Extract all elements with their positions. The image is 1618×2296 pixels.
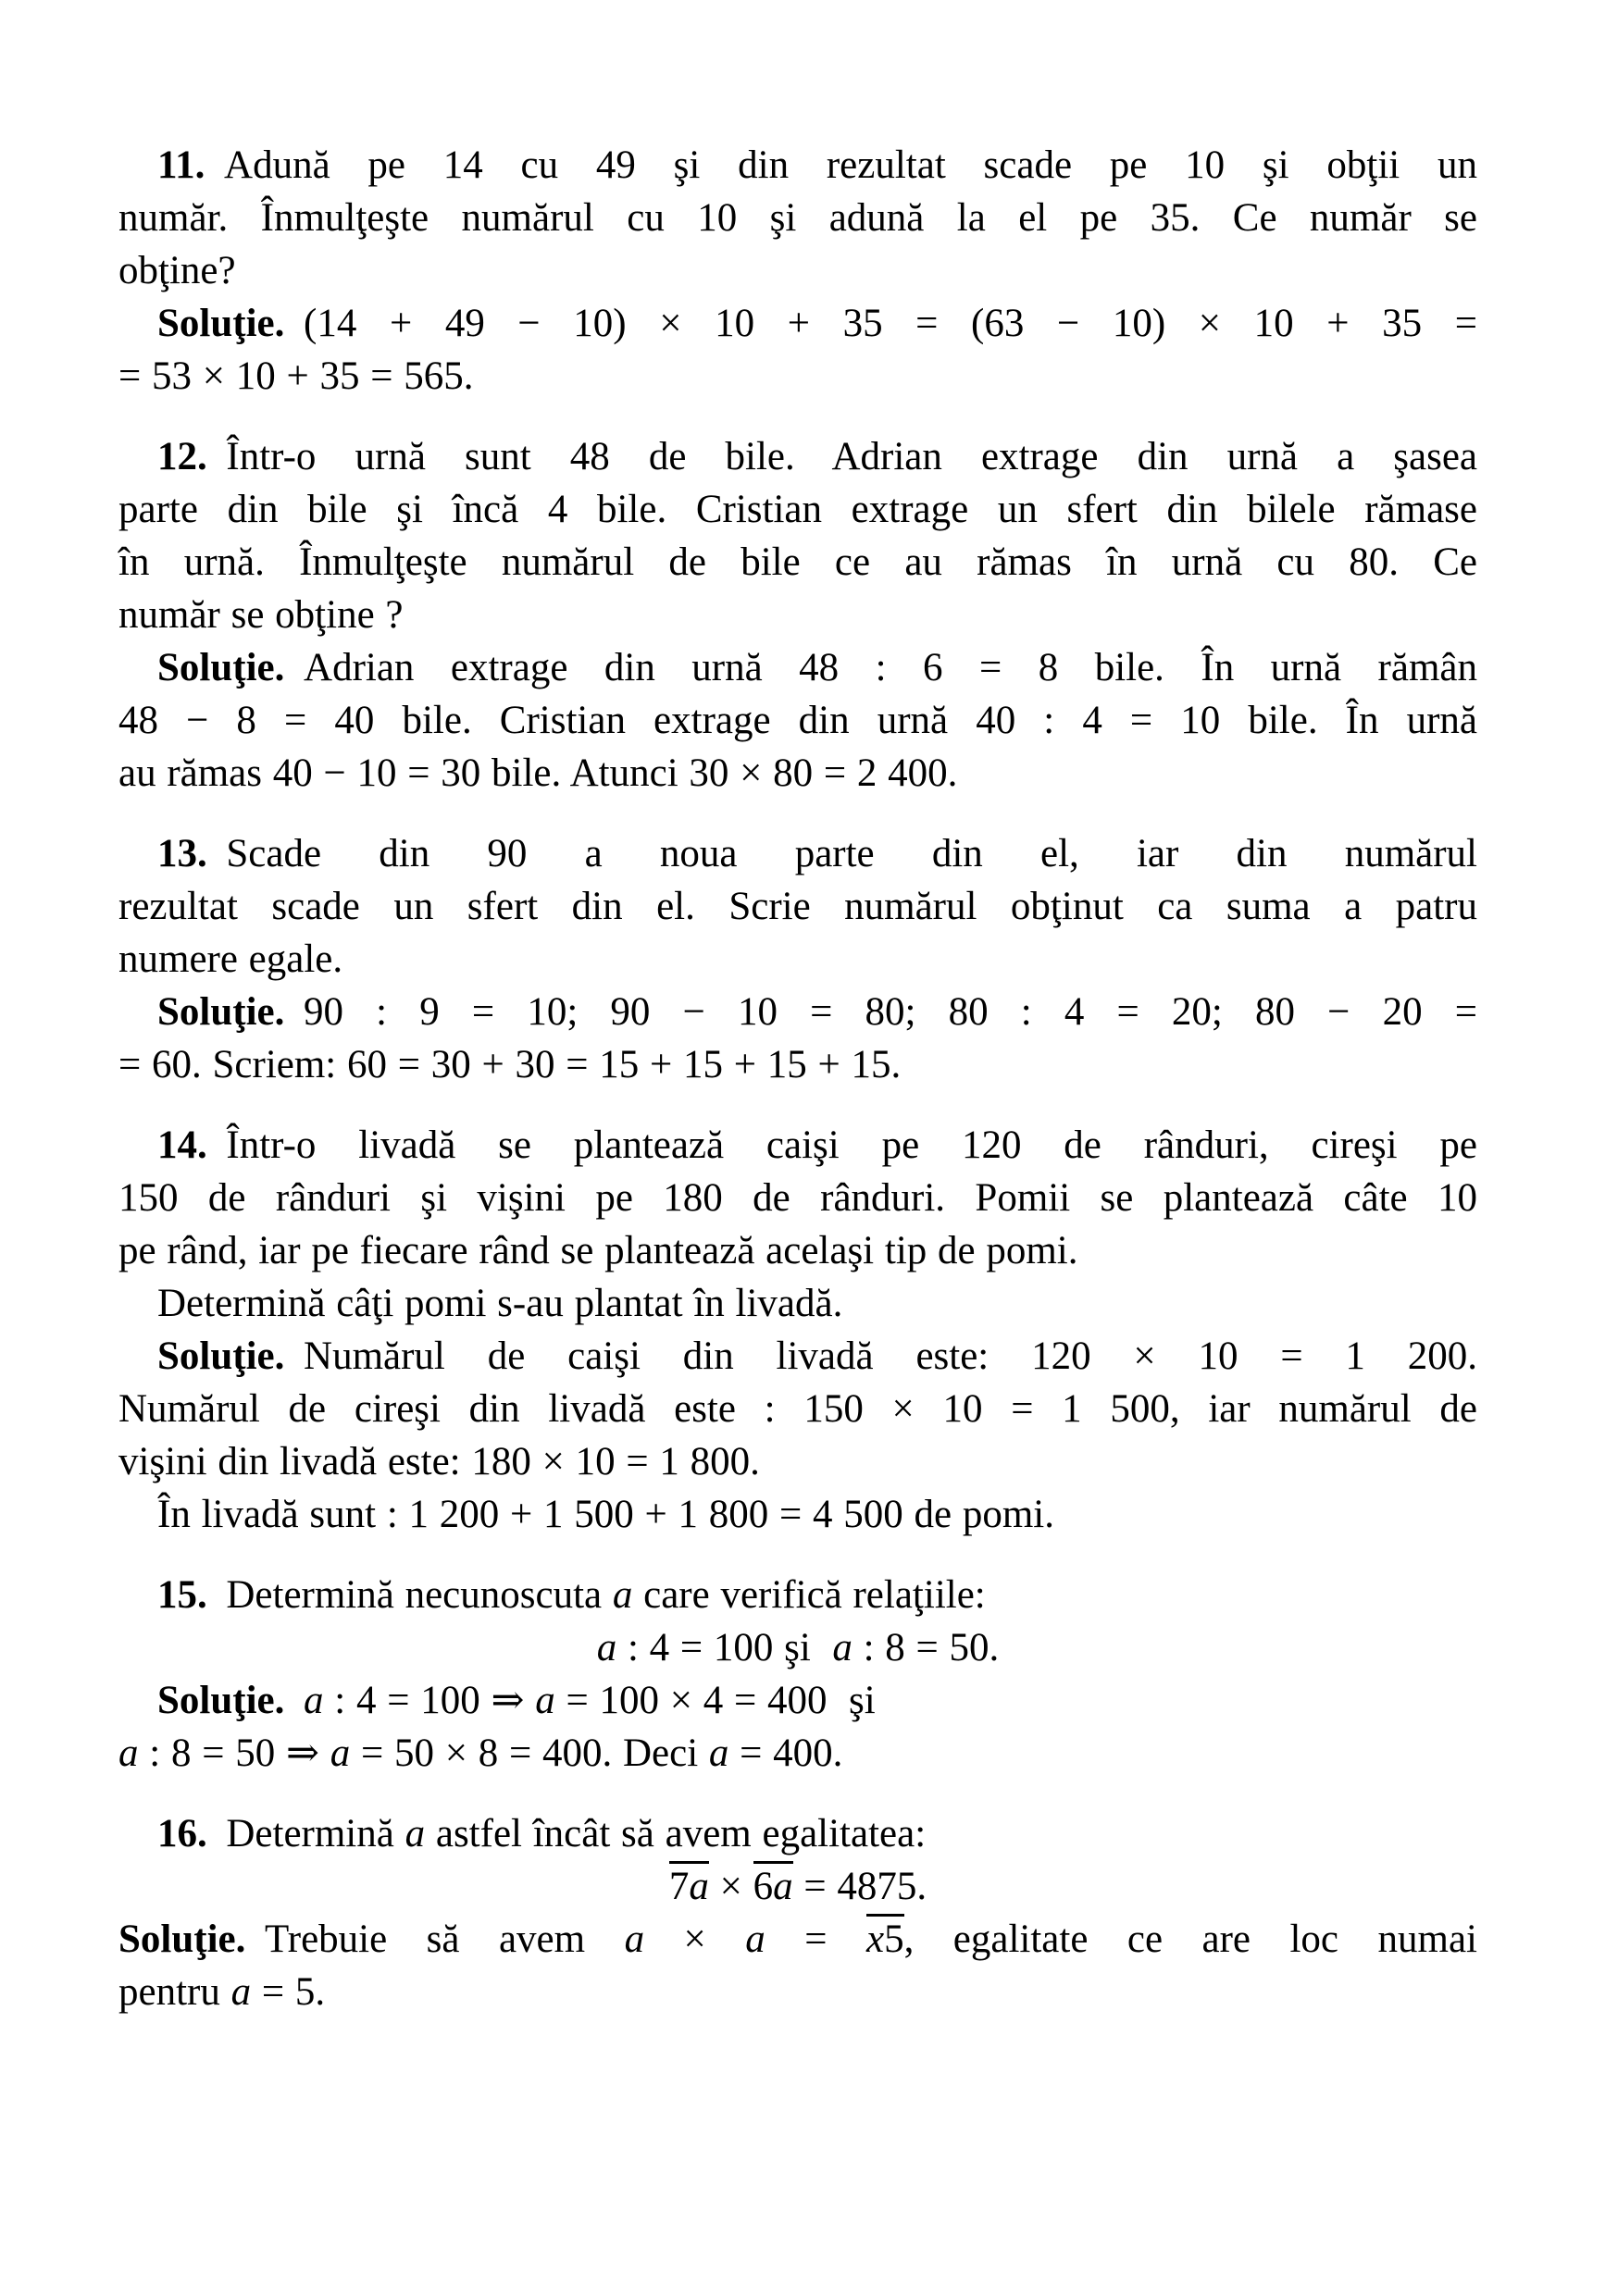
problem-11 bbox=[118, 139, 1477, 297]
solution-12 bbox=[118, 641, 1477, 800]
text-line bbox=[118, 589, 1477, 641]
problem-12 bbox=[118, 430, 1477, 641]
text-segment: Adună pe 14 cu 49 şi din rezultat scade pe 10 şi obţii un bbox=[224, 143, 1477, 187]
text-segment: × bbox=[708, 1865, 753, 1908]
text-segment: Soluţie. bbox=[118, 1917, 246, 1961]
text-segment: care verifică relaţiile: bbox=[632, 1573, 986, 1617]
text-line bbox=[118, 827, 1477, 880]
text-segment: Determină câţi pomi s-au plantat în livadă. bbox=[157, 1282, 843, 1325]
text-segment: Soluţie. bbox=[157, 990, 285, 1034]
text-line bbox=[118, 192, 1477, 244]
text-segment: = 60. Scriem: 60 = 30 + 30 = 15 + 15 + 15 + 15. bbox=[118, 1043, 902, 1086]
text-segment: = 4875. bbox=[792, 1865, 927, 1908]
text-segment: × bbox=[644, 1917, 746, 1961]
text-segment: număr se obţine ? bbox=[118, 593, 404, 637]
text-segment: obţine? bbox=[118, 249, 236, 292]
text-segment: Soluţie. bbox=[157, 1334, 285, 1378]
text-line bbox=[118, 1727, 1477, 1780]
solution-13 bbox=[118, 986, 1477, 1091]
text-line bbox=[118, 1119, 1477, 1172]
text-segment: În livadă sunt : 1 200 + 1 500 + 1 800 = 4 500 de pomi. bbox=[157, 1493, 1054, 1536]
text-line bbox=[118, 536, 1477, 589]
overline-number: a bbox=[689, 1861, 709, 1908]
overline-number: 5 bbox=[884, 1914, 904, 1961]
text-line bbox=[118, 933, 1477, 986]
text-segment: = 400. bbox=[728, 1731, 843, 1775]
text-segment: 48 − 8 = 40 bile. Cristian extrage din urnă 40 : 4 = 10 bile. În urnă bbox=[118, 699, 1477, 742]
text-segment: a bbox=[612, 1573, 633, 1617]
text-line bbox=[118, 1435, 1477, 1488]
document-content bbox=[118, 139, 1477, 2018]
text-segment: număr. Înmulţeşte numărul cu 10 şi adună la el pe 35. Ce număr se bbox=[118, 196, 1477, 240]
text-line bbox=[118, 1621, 1477, 1674]
problem-13 bbox=[118, 827, 1477, 986]
text-segment: pe rând, iar pe fiecare rând se plantează acelaşi tip de pomi. bbox=[118, 1229, 1078, 1272]
solution-16 bbox=[118, 1913, 1477, 2018]
text-line bbox=[118, 1807, 1477, 1860]
problem-16 bbox=[118, 1807, 1477, 1913]
text-line bbox=[118, 1038, 1477, 1091]
problem-14 bbox=[118, 1119, 1477, 1330]
text-segment: 13. bbox=[157, 832, 207, 875]
text-segment: a bbox=[596, 1626, 617, 1669]
text-line bbox=[118, 430, 1477, 483]
text-segment: 16. bbox=[157, 1812, 207, 1855]
text-segment: a bbox=[118, 1731, 139, 1775]
text-segment: = 53 × 10 + 35 = 565. bbox=[118, 354, 474, 398]
text-line bbox=[118, 350, 1477, 403]
text-segment: Adrian extrage din urnă 48 : 6 = 8 bile. În urnă rămân bbox=[304, 646, 1477, 689]
text-segment: numere egale. bbox=[118, 937, 343, 981]
text-segment: Într-o livadă se plantează caişi pe 120 de rânduri, cireşi pe bbox=[226, 1123, 1477, 1167]
text-segment: 11. bbox=[157, 143, 205, 187]
text-segment: a bbox=[745, 1917, 765, 1961]
text-segment: Scade din 90 a noua parte din el, iar din numărul bbox=[226, 832, 1477, 875]
text-segment: a bbox=[404, 1812, 426, 1855]
text-segment: = bbox=[765, 1917, 866, 1961]
text-segment: a bbox=[708, 1731, 729, 1775]
text-line bbox=[118, 694, 1477, 747]
text-line bbox=[118, 483, 1477, 536]
text-segment: , egalitate ce are loc numai bbox=[903, 1917, 1477, 1961]
overline-number: 6 bbox=[753, 1861, 774, 1908]
text-line bbox=[118, 1172, 1477, 1224]
text-segment: în urnă. Înmulţeşte numărul de bile ce au rămas în urnă cu 80. Ce bbox=[118, 540, 1477, 584]
text-segment: Soluţie. bbox=[157, 302, 285, 345]
text-line bbox=[118, 986, 1477, 1038]
text-segment: Într-o urnă sunt 48 de bile. Adrian extrage din urnă a şasea bbox=[226, 435, 1477, 478]
text-segment: : 4 = 100 şi bbox=[616, 1626, 833, 1669]
text-segment: : 8 = 50. bbox=[852, 1626, 1000, 1669]
text-line bbox=[118, 1488, 1477, 1541]
text-segment: pentru bbox=[118, 1970, 231, 2014]
solution-11 bbox=[118, 297, 1477, 403]
text-line bbox=[118, 1224, 1477, 1277]
text-segment: a bbox=[535, 1679, 555, 1722]
problem-15 bbox=[118, 1569, 1477, 1674]
text-segment: 90 : 9 = 10; 90 − 10 = 80; 80 : 4 = 20; 80 − 20 = bbox=[304, 990, 1477, 1034]
text-line bbox=[118, 747, 1477, 800]
text-segment: = 50 × 8 = 400. Deci bbox=[350, 1731, 709, 1775]
text-line bbox=[118, 1674, 1477, 1727]
text-segment: vişini din livadă este: 180 × 10 = 1 800. bbox=[118, 1440, 760, 1483]
text-segment: astfel încât să avem egalitatea: bbox=[425, 1812, 927, 1855]
text-segment: Determină necunoscuta bbox=[226, 1573, 613, 1617]
solution-14 bbox=[118, 1330, 1477, 1541]
text-line bbox=[118, 1860, 1477, 1913]
text-segment: a bbox=[230, 1970, 252, 2014]
overline-number: x bbox=[866, 1914, 884, 1961]
text-segment: (14 + 49 − 10) × 10 + 35 = (63 − 10) × 10 + 35 = bbox=[304, 302, 1477, 345]
text-segment: a bbox=[304, 1679, 324, 1722]
text-line bbox=[118, 1569, 1477, 1621]
text-segment: a bbox=[624, 1917, 645, 1961]
text-segment: Soluţie. bbox=[157, 646, 285, 689]
text-line bbox=[118, 139, 1477, 192]
solution-15 bbox=[118, 1674, 1477, 1780]
text-segment: Trebuie să avem bbox=[265, 1917, 625, 1961]
text-segment: parte din bile şi încă 4 bile. Cristian extrage un sfert din bilele rămase bbox=[118, 488, 1477, 531]
text-line bbox=[118, 1277, 1477, 1330]
text-line bbox=[118, 641, 1477, 694]
text-segment: = 100 × 4 = 400 şi bbox=[554, 1679, 876, 1722]
text-segment: 15. bbox=[157, 1573, 207, 1617]
text-segment: rezultat scade un sfert din el. Scrie numărul obţinut ca suma a patru bbox=[118, 885, 1477, 928]
text-line bbox=[118, 1913, 1477, 1966]
overline-number: 7 bbox=[669, 1861, 690, 1908]
text-line bbox=[118, 244, 1477, 297]
text-segment: = 5. bbox=[251, 1970, 326, 2014]
text-segment: 12. bbox=[157, 435, 207, 478]
text-segment: a bbox=[330, 1731, 351, 1775]
text-line bbox=[118, 1330, 1477, 1383]
overline-number: a bbox=[773, 1861, 793, 1908]
text-line bbox=[118, 297, 1477, 350]
text-segment: Numărul de cireşi din livadă este : 150 × 10 = 1 500, iar numărul de bbox=[118, 1387, 1477, 1431]
text-line bbox=[118, 1383, 1477, 1435]
text-segment: : 4 = 100 ⇒ bbox=[323, 1679, 536, 1722]
text-segment: 14. bbox=[157, 1123, 207, 1167]
text-line bbox=[118, 880, 1477, 933]
text-segment: Numărul de caişi din livadă este: 120 × 10 = 1 200. bbox=[304, 1334, 1477, 1378]
text-line bbox=[118, 1966, 1477, 2018]
text-segment: au rămas 40 − 10 = 30 bile. Atunci 30 × 80 = 2 400. bbox=[118, 751, 958, 795]
text-segment: a bbox=[832, 1626, 853, 1669]
text-segment: Determină bbox=[226, 1812, 405, 1855]
text-segment: Soluţie. bbox=[157, 1679, 285, 1722]
text-segment: 150 de rânduri şi vişini pe 180 de rânduri. Pomii se plantează câte 10 bbox=[118, 1176, 1477, 1220]
text-segment: : 8 = 50 ⇒ bbox=[138, 1731, 330, 1775]
